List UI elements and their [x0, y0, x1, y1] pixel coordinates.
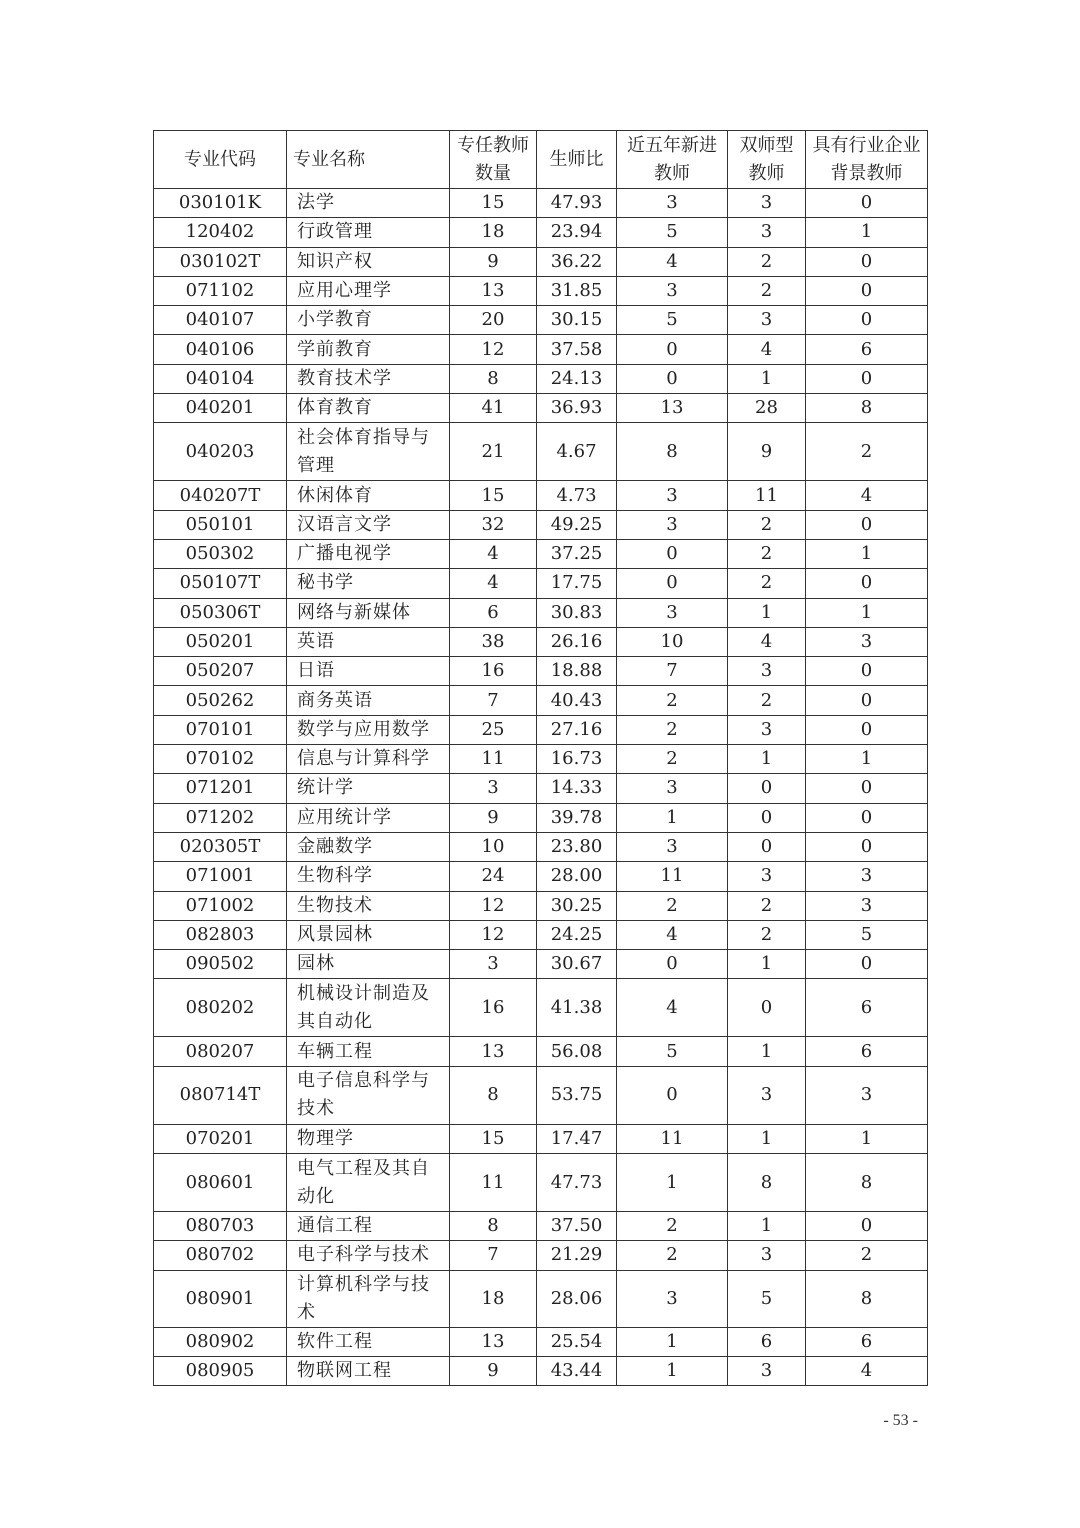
cell-industry-teachers: 1 — [806, 539, 928, 568]
cell-industry-teachers: 6 — [806, 979, 928, 1037]
cell-fulltime-teachers: 8 — [450, 1212, 537, 1241]
cell-new-teachers: 3 — [617, 276, 728, 305]
cell-major-name: 生物科学 — [287, 862, 450, 891]
cell-fulltime-teachers: 9 — [450, 1356, 537, 1385]
table-row — [154, 1066, 928, 1124]
cell-major-code: 080202 — [154, 979, 287, 1037]
cell-dual-teachers: 2 — [728, 569, 806, 598]
cell-major-code: 080905 — [154, 1356, 287, 1385]
cell-major-name: 行政管理 — [287, 218, 450, 247]
cell-industry-teachers: 0 — [806, 686, 928, 715]
header-major-code: 专业代码 — [154, 131, 287, 189]
cell-ratio: 23.80 — [537, 832, 617, 861]
cell-major-name: 电子科学与技术 — [287, 1241, 450, 1270]
cell-dual-teachers: 1 — [728, 598, 806, 627]
cell-major-code: 050302 — [154, 539, 287, 568]
cell-major-code: 090502 — [154, 950, 287, 979]
table-row — [154, 1356, 928, 1385]
cell-major-name: 体育教育 — [287, 394, 450, 423]
table-row — [154, 1241, 928, 1270]
cell-industry-teachers: 0 — [806, 306, 928, 335]
cell-fulltime-teachers: 20 — [450, 306, 537, 335]
cell-ratio: 31.85 — [537, 276, 617, 305]
cell-dual-teachers: 2 — [728, 276, 806, 305]
cell-major-name: 英语 — [287, 627, 450, 656]
cell-ratio: 39.78 — [537, 803, 617, 832]
cell-dual-teachers: 28 — [728, 394, 806, 423]
cell-fulltime-teachers: 7 — [450, 1241, 537, 1270]
table-row — [154, 364, 928, 393]
cell-dual-teachers: 8 — [728, 1154, 806, 1212]
cell-ratio: 18.88 — [537, 657, 617, 686]
cell-major-name: 生物技术 — [287, 891, 450, 920]
cell-dual-teachers: 4 — [728, 335, 806, 364]
cell-industry-teachers: 0 — [806, 247, 928, 276]
cell-ratio: 47.93 — [537, 189, 617, 218]
cell-ratio: 26.16 — [537, 627, 617, 656]
cell-dual-teachers: 0 — [728, 832, 806, 861]
cell-dual-teachers: 3 — [728, 218, 806, 247]
cell-major-name: 应用统计学 — [287, 803, 450, 832]
cell-major-code: 040201 — [154, 394, 287, 423]
cell-major-name: 秘书学 — [287, 569, 450, 598]
cell-ratio: 23.94 — [537, 218, 617, 247]
table-row — [154, 1327, 928, 1356]
cell-industry-teachers: 8 — [806, 1270, 928, 1327]
cell-industry-teachers: 3 — [806, 1066, 928, 1124]
cell-fulltime-teachers: 12 — [450, 891, 537, 920]
cell-major-code: 050306T — [154, 598, 287, 627]
cell-major-code: 050107T — [154, 569, 287, 598]
cell-new-teachers: 5 — [617, 218, 728, 247]
table-row — [154, 247, 928, 276]
cell-ratio: 17.75 — [537, 569, 617, 598]
cell-new-teachers: 10 — [617, 627, 728, 656]
table-row — [154, 920, 928, 949]
table-row — [154, 657, 928, 686]
cell-ratio: 16.73 — [537, 745, 617, 774]
cell-dual-teachers: 2 — [728, 539, 806, 568]
table-row — [154, 715, 928, 744]
table-header-row — [154, 131, 928, 189]
cell-major-name: 软件工程 — [287, 1327, 450, 1356]
cell-fulltime-teachers: 18 — [450, 218, 537, 247]
cell-ratio: 30.15 — [537, 306, 617, 335]
cell-major-code: 071002 — [154, 891, 287, 920]
cell-ratio: 53.75 — [537, 1066, 617, 1124]
cell-industry-teachers: 3 — [806, 862, 928, 891]
table-row — [154, 423, 928, 481]
cell-fulltime-teachers: 4 — [450, 569, 537, 598]
cell-fulltime-teachers: 6 — [450, 598, 537, 627]
cell-major-name: 电子信息科学与技术 — [287, 1066, 450, 1124]
cell-major-code: 020305T — [154, 832, 287, 861]
cell-dual-teachers: 6 — [728, 1327, 806, 1356]
cell-major-code: 030102T — [154, 247, 287, 276]
cell-major-name: 商务英语 — [287, 686, 450, 715]
table-row — [154, 539, 928, 568]
cell-major-name: 法学 — [287, 189, 450, 218]
cell-fulltime-teachers: 24 — [450, 862, 537, 891]
cell-major-code: 040107 — [154, 306, 287, 335]
cell-major-code: 071201 — [154, 774, 287, 803]
cell-fulltime-teachers: 21 — [450, 423, 537, 481]
cell-industry-teachers: 0 — [806, 1212, 928, 1241]
cell-ratio: 4.73 — [537, 481, 617, 510]
cell-new-teachers: 5 — [617, 1037, 728, 1066]
cell-dual-teachers: 3 — [728, 715, 806, 744]
cell-fulltime-teachers: 11 — [450, 745, 537, 774]
cell-industry-teachers: 0 — [806, 276, 928, 305]
cell-new-teachers: 11 — [617, 862, 728, 891]
cell-new-teachers: 4 — [617, 979, 728, 1037]
cell-industry-teachers: 0 — [806, 189, 928, 218]
header-major-name: 专业名称 — [287, 131, 450, 189]
cell-industry-teachers: 0 — [806, 510, 928, 539]
cell-major-name: 社会体育指导与管理 — [287, 423, 450, 481]
cell-new-teachers: 2 — [617, 715, 728, 744]
cell-dual-teachers: 4 — [728, 627, 806, 656]
cell-industry-teachers: 5 — [806, 920, 928, 949]
cell-ratio: 21.29 — [537, 1241, 617, 1270]
cell-new-teachers: 4 — [617, 247, 728, 276]
cell-major-name: 应用心理学 — [287, 276, 450, 305]
table-row — [154, 627, 928, 656]
table-row — [154, 335, 928, 364]
cell-major-code: 080207 — [154, 1037, 287, 1066]
cell-ratio: 4.67 — [537, 423, 617, 481]
cell-new-teachers: 2 — [617, 1241, 728, 1270]
cell-fulltime-teachers: 38 — [450, 627, 537, 656]
header-industry-background-teachers: 具有行业企业背景教师 — [806, 131, 928, 189]
cell-ratio: 30.25 — [537, 891, 617, 920]
cell-major-name: 通信工程 — [287, 1212, 450, 1241]
cell-dual-teachers: 1 — [728, 950, 806, 979]
cell-fulltime-teachers: 9 — [450, 247, 537, 276]
cell-ratio: 36.22 — [537, 247, 617, 276]
cell-major-name: 电气工程及其自动化 — [287, 1154, 450, 1212]
cell-ratio: 49.25 — [537, 510, 617, 539]
cell-new-teachers: 2 — [617, 891, 728, 920]
cell-major-code: 050207 — [154, 657, 287, 686]
cell-new-teachers: 2 — [617, 1212, 728, 1241]
cell-new-teachers: 3 — [617, 1270, 728, 1327]
cell-ratio: 28.00 — [537, 862, 617, 891]
cell-new-teachers: 0 — [617, 335, 728, 364]
cell-ratio: 40.43 — [537, 686, 617, 715]
cell-new-teachers: 1 — [617, 803, 728, 832]
table-row — [154, 686, 928, 715]
cell-ratio: 41.38 — [537, 979, 617, 1037]
cell-new-teachers: 3 — [617, 481, 728, 510]
cell-dual-teachers: 11 — [728, 481, 806, 510]
cell-dual-teachers: 3 — [728, 657, 806, 686]
table-row — [154, 276, 928, 305]
cell-major-code: 080902 — [154, 1327, 287, 1356]
cell-fulltime-teachers: 10 — [450, 832, 537, 861]
cell-major-name: 数学与应用数学 — [287, 715, 450, 744]
table-row — [154, 1270, 928, 1327]
cell-fulltime-teachers: 13 — [450, 276, 537, 305]
cell-major-code: 070102 — [154, 745, 287, 774]
cell-major-name: 汉语言文学 — [287, 510, 450, 539]
cell-dual-teachers: 3 — [728, 1356, 806, 1385]
cell-new-teachers: 8 — [617, 423, 728, 481]
table-row — [154, 510, 928, 539]
cell-new-teachers: 1 — [617, 1154, 728, 1212]
cell-industry-teachers: 0 — [806, 774, 928, 803]
cell-new-teachers: 3 — [617, 774, 728, 803]
cell-major-code: 071202 — [154, 803, 287, 832]
cell-new-teachers: 13 — [617, 394, 728, 423]
cell-new-teachers: 5 — [617, 306, 728, 335]
table-row — [154, 950, 928, 979]
cell-ratio: 47.73 — [537, 1154, 617, 1212]
cell-industry-teachers: 3 — [806, 891, 928, 920]
table-row — [154, 891, 928, 920]
cell-industry-teachers: 1 — [806, 1124, 928, 1153]
cell-new-teachers: 0 — [617, 1066, 728, 1124]
table-row — [154, 745, 928, 774]
table-row — [154, 218, 928, 247]
cell-industry-teachers: 8 — [806, 1154, 928, 1212]
cell-dual-teachers: 5 — [728, 1270, 806, 1327]
cell-major-name: 车辆工程 — [287, 1037, 450, 1066]
cell-fulltime-teachers: 4 — [450, 539, 537, 568]
table-row — [154, 803, 928, 832]
cell-fulltime-teachers: 41 — [450, 394, 537, 423]
cell-new-teachers: 3 — [617, 598, 728, 627]
cell-new-teachers: 0 — [617, 569, 728, 598]
cell-fulltime-teachers: 12 — [450, 920, 537, 949]
cell-new-teachers: 2 — [617, 686, 728, 715]
cell-industry-teachers: 0 — [806, 715, 928, 744]
cell-fulltime-teachers: 15 — [450, 189, 537, 218]
cell-dual-teachers: 2 — [728, 686, 806, 715]
cell-new-teachers: 3 — [617, 189, 728, 218]
cell-dual-teachers: 0 — [728, 979, 806, 1037]
cell-industry-teachers: 6 — [806, 335, 928, 364]
cell-major-code: 070201 — [154, 1124, 287, 1153]
header-new-teachers-5yr: 近五年新进教师 — [617, 131, 728, 189]
cell-major-code: 030101K — [154, 189, 287, 218]
cell-fulltime-teachers: 7 — [450, 686, 537, 715]
cell-fulltime-teachers: 9 — [450, 803, 537, 832]
cell-new-teachers: 11 — [617, 1124, 728, 1153]
header-fulltime-teachers: 专任教师数量 — [450, 131, 537, 189]
cell-dual-teachers: 3 — [728, 862, 806, 891]
cell-new-teachers: 0 — [617, 364, 728, 393]
cell-new-teachers: 3 — [617, 832, 728, 861]
cell-industry-teachers: 3 — [806, 627, 928, 656]
cell-major-name: 信息与计算科学 — [287, 745, 450, 774]
cell-ratio: 27.16 — [537, 715, 617, 744]
table-row — [154, 862, 928, 891]
cell-major-name: 知识产权 — [287, 247, 450, 276]
cell-ratio: 14.33 — [537, 774, 617, 803]
cell-fulltime-teachers: 12 — [450, 335, 537, 364]
cell-fulltime-teachers: 8 — [450, 364, 537, 393]
cell-major-code: 120402 — [154, 218, 287, 247]
cell-ratio: 37.50 — [537, 1212, 617, 1241]
table-row — [154, 1037, 928, 1066]
cell-dual-teachers: 9 — [728, 423, 806, 481]
cell-major-name: 小学教育 — [287, 306, 450, 335]
cell-fulltime-teachers: 16 — [450, 657, 537, 686]
cell-ratio: 30.83 — [537, 598, 617, 627]
cell-industry-teachers: 2 — [806, 1241, 928, 1270]
cell-major-name: 休闲体育 — [287, 481, 450, 510]
cell-industry-teachers: 8 — [806, 394, 928, 423]
header-dual-qualified-teachers: 双师型教师 — [728, 131, 806, 189]
cell-dual-teachers: 3 — [728, 306, 806, 335]
header-student-teacher-ratio: 生师比 — [537, 131, 617, 189]
cell-fulltime-teachers: 13 — [450, 1327, 537, 1356]
table-row — [154, 832, 928, 861]
cell-ratio: 36.93 — [537, 394, 617, 423]
cell-dual-teachers: 2 — [728, 247, 806, 276]
cell-major-name: 教育技术学 — [287, 364, 450, 393]
cell-major-code: 040203 — [154, 423, 287, 481]
cell-ratio: 56.08 — [537, 1037, 617, 1066]
cell-new-teachers: 0 — [617, 950, 728, 979]
cell-industry-teachers: 1 — [806, 598, 928, 627]
cell-industry-teachers: 6 — [806, 1037, 928, 1066]
cell-major-name: 网络与新媒体 — [287, 598, 450, 627]
cell-fulltime-teachers: 3 — [450, 950, 537, 979]
cell-major-code: 040104 — [154, 364, 287, 393]
cell-fulltime-teachers: 18 — [450, 1270, 537, 1327]
cell-new-teachers: 3 — [617, 510, 728, 539]
cell-industry-teachers: 1 — [806, 745, 928, 774]
cell-major-code: 080901 — [154, 1270, 287, 1327]
cell-industry-teachers: 4 — [806, 481, 928, 510]
cell-ratio: 17.47 — [537, 1124, 617, 1153]
cell-dual-teachers: 2 — [728, 920, 806, 949]
cell-fulltime-teachers: 8 — [450, 1066, 537, 1124]
table-row — [154, 1212, 928, 1241]
cell-ratio: 37.25 — [537, 539, 617, 568]
cell-major-name: 学前教育 — [287, 335, 450, 364]
cell-dual-teachers: 2 — [728, 891, 806, 920]
cell-industry-teachers: 0 — [806, 657, 928, 686]
cell-industry-teachers: 0 — [806, 950, 928, 979]
cell-industry-teachers: 6 — [806, 1327, 928, 1356]
cell-major-name: 风景园林 — [287, 920, 450, 949]
faculty-table — [153, 130, 928, 1386]
cell-major-name: 物理学 — [287, 1124, 450, 1153]
cell-major-name: 物联网工程 — [287, 1356, 450, 1385]
cell-major-name: 日语 — [287, 657, 450, 686]
cell-major-code: 082803 — [154, 920, 287, 949]
cell-major-name: 机械设计制造及其自动化 — [287, 979, 450, 1037]
cell-major-code: 080702 — [154, 1241, 287, 1270]
table-row — [154, 1154, 928, 1212]
cell-ratio: 24.13 — [537, 364, 617, 393]
cell-fulltime-teachers: 16 — [450, 979, 537, 1037]
cell-major-code: 071001 — [154, 862, 287, 891]
cell-dual-teachers: 1 — [728, 1212, 806, 1241]
cell-industry-teachers: 0 — [806, 803, 928, 832]
table-row — [154, 306, 928, 335]
cell-fulltime-teachers: 13 — [450, 1037, 537, 1066]
table-row — [154, 394, 928, 423]
table-body — [154, 189, 928, 1386]
cell-dual-teachers: 0 — [728, 774, 806, 803]
table-row — [154, 481, 928, 510]
cell-major-name: 园林 — [287, 950, 450, 979]
cell-major-code: 070101 — [154, 715, 287, 744]
cell-new-teachers: 7 — [617, 657, 728, 686]
cell-dual-teachers: 3 — [728, 1241, 806, 1270]
cell-industry-teachers: 2 — [806, 423, 928, 481]
cell-ratio: 25.54 — [537, 1327, 617, 1356]
cell-fulltime-teachers: 15 — [450, 481, 537, 510]
cell-fulltime-teachers: 3 — [450, 774, 537, 803]
cell-dual-teachers: 0 — [728, 803, 806, 832]
cell-dual-teachers: 1 — [728, 364, 806, 393]
cell-major-code: 040106 — [154, 335, 287, 364]
cell-fulltime-teachers: 32 — [450, 510, 537, 539]
cell-fulltime-teachers: 11 — [450, 1154, 537, 1212]
cell-industry-teachers: 4 — [806, 1356, 928, 1385]
cell-dual-teachers: 3 — [728, 1066, 806, 1124]
cell-dual-teachers: 2 — [728, 510, 806, 539]
cell-new-teachers: 4 — [617, 920, 728, 949]
cell-major-code: 080714T — [154, 1066, 287, 1124]
cell-ratio: 24.25 — [537, 920, 617, 949]
cell-major-code: 050262 — [154, 686, 287, 715]
cell-major-name: 金融数学 — [287, 832, 450, 861]
cell-major-code: 071102 — [154, 276, 287, 305]
cell-major-code: 050101 — [154, 510, 287, 539]
cell-dual-teachers: 1 — [728, 1037, 806, 1066]
cell-ratio: 30.67 — [537, 950, 617, 979]
table-row — [154, 774, 928, 803]
cell-major-name: 计算机科学与技术 — [287, 1270, 450, 1327]
table-row — [154, 598, 928, 627]
cell-fulltime-teachers: 25 — [450, 715, 537, 744]
cell-major-code: 080703 — [154, 1212, 287, 1241]
table-row — [154, 1124, 928, 1153]
cell-fulltime-teachers: 15 — [450, 1124, 537, 1153]
table-row — [154, 569, 928, 598]
cell-industry-teachers: 0 — [806, 364, 928, 393]
cell-new-teachers: 1 — [617, 1327, 728, 1356]
cell-industry-teachers: 1 — [806, 218, 928, 247]
table-row — [154, 979, 928, 1037]
cell-major-name: 广播电视学 — [287, 539, 450, 568]
cell-major-name: 统计学 — [287, 774, 450, 803]
cell-major-code: 050201 — [154, 627, 287, 656]
cell-major-code: 080601 — [154, 1154, 287, 1212]
cell-new-teachers: 1 — [617, 1356, 728, 1385]
cell-ratio: 28.06 — [537, 1270, 617, 1327]
cell-major-code: 040207T — [154, 481, 287, 510]
cell-industry-teachers: 0 — [806, 832, 928, 861]
cell-dual-teachers: 1 — [728, 745, 806, 774]
cell-new-teachers: 2 — [617, 745, 728, 774]
cell-industry-teachers: 0 — [806, 569, 928, 598]
cell-dual-teachers: 1 — [728, 1124, 806, 1153]
cell-ratio: 37.58 — [537, 335, 617, 364]
cell-ratio: 43.44 — [537, 1356, 617, 1385]
cell-dual-teachers: 3 — [728, 189, 806, 218]
page-number: - 53 - — [883, 1412, 918, 1429]
cell-new-teachers: 0 — [617, 539, 728, 568]
table-row — [154, 189, 928, 218]
